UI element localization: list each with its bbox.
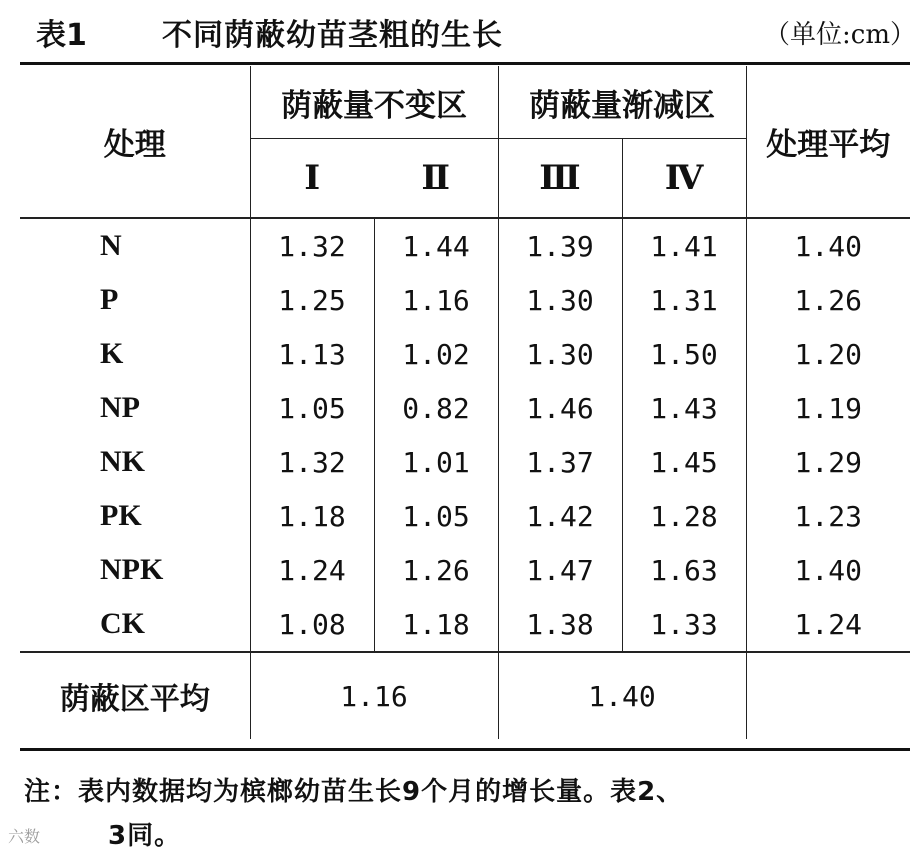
cell-value: 1.01 (374, 435, 498, 489)
cell-value: 0.82 (374, 381, 498, 435)
cell-average: 1.40 (746, 543, 910, 597)
cell-value: 1.13 (250, 327, 374, 381)
cell-value: 1.41 (622, 219, 746, 273)
table-row (20, 327, 910, 381)
row-label: NPK (100, 553, 164, 586)
cell-value: 1.16 (374, 273, 498, 327)
cell-value: 1.28 (622, 489, 746, 543)
cell-value: 1.30 (498, 327, 622, 381)
shade-average-constant: 1.16 (250, 652, 498, 739)
table-number: 表1 (36, 18, 87, 53)
table-caption: 不同荫蔽幼苗茎粗的生长 (162, 18, 503, 53)
cell-value: 1.47 (498, 543, 622, 597)
row-label: CK (100, 607, 145, 640)
cell-average: 1.20 (746, 327, 910, 381)
growth-table (20, 66, 910, 739)
note-line-1: 注：表内数据均为槟榔幼苗生长9个月的增长量。表2、 (24, 777, 684, 807)
header-plot-4: Ⅳ (622, 139, 746, 219)
cell-value: 1.43 (622, 381, 746, 435)
header-treatment-average: 处理平均 (746, 66, 910, 218)
row-label: P (100, 283, 119, 316)
cell-value: 1.39 (498, 219, 622, 273)
cell-value: 1.24 (250, 543, 374, 597)
cell-value: 1.25 (250, 273, 374, 327)
table-title (36, 8, 916, 56)
cell-value: 1.18 (374, 597, 498, 652)
cell-value: 1.44 (374, 219, 498, 273)
cell-average: 1.26 (746, 273, 910, 327)
cell-value: 1.30 (498, 273, 622, 327)
cell-value: 1.32 (250, 435, 374, 489)
cell-value: 1.37 (498, 435, 622, 489)
table-row (20, 219, 910, 273)
table-row (20, 435, 910, 489)
cell-average: 1.19 (746, 381, 910, 435)
cell-value: 1.05 (374, 489, 498, 543)
shade-average-row (20, 652, 910, 739)
table-row (20, 597, 910, 652)
cell-value: 1.05 (250, 381, 374, 435)
cell-value: 1.63 (622, 543, 746, 597)
row-label: PK (100, 499, 142, 532)
unit-label: （单位:cm） (764, 19, 916, 50)
row-label: K (100, 337, 124, 370)
cell-value: 1.26 (374, 543, 498, 597)
cell-value: 1.42 (498, 489, 622, 543)
cell-value: 1.32 (250, 219, 374, 273)
row-label: NK (100, 445, 145, 478)
cell-value: 1.45 (622, 435, 746, 489)
note-line-2: 3同。 (108, 821, 182, 851)
cell-average: 1.40 (746, 219, 910, 273)
bottom-rule (20, 748, 910, 751)
top-rule (20, 62, 910, 65)
cell-value: 1.08 (250, 597, 374, 652)
cell-value: 1.50 (622, 327, 746, 381)
header-shade-decreasing: 荫蔽量渐减区 (498, 66, 746, 139)
watermark-logo: 六数 (8, 827, 41, 846)
table-row (20, 381, 910, 435)
row-label: NP (100, 391, 140, 424)
table-note (24, 770, 904, 858)
header-shade-constant: 荫蔽量不变区 (250, 66, 498, 139)
cell-value: 1.38 (498, 597, 622, 652)
shade-average-decreasing: 1.40 (498, 652, 746, 739)
cell-value: 1.02 (374, 327, 498, 381)
header-treatment: 处理 (103, 127, 166, 163)
cell-value: 1.33 (622, 597, 746, 652)
cell-value: 1.18 (250, 489, 374, 543)
header-plot-3: Ⅲ (498, 139, 622, 219)
cell-average: 1.23 (746, 489, 910, 543)
cell-value: 1.46 (498, 381, 622, 435)
shade-average-empty (746, 652, 910, 739)
cell-average: 1.24 (746, 597, 910, 652)
shade-average-label: 荫蔽区平均 (20, 652, 250, 739)
header-plot-2: Ⅱ (421, 160, 451, 197)
cell-value: 1.31 (622, 273, 746, 327)
row-label: N (100, 229, 122, 262)
table-row (20, 273, 910, 327)
table-row (20, 489, 910, 543)
cell-average: 1.29 (746, 435, 910, 489)
header-plot-1: Ⅰ (250, 139, 374, 219)
table-row (20, 543, 910, 597)
